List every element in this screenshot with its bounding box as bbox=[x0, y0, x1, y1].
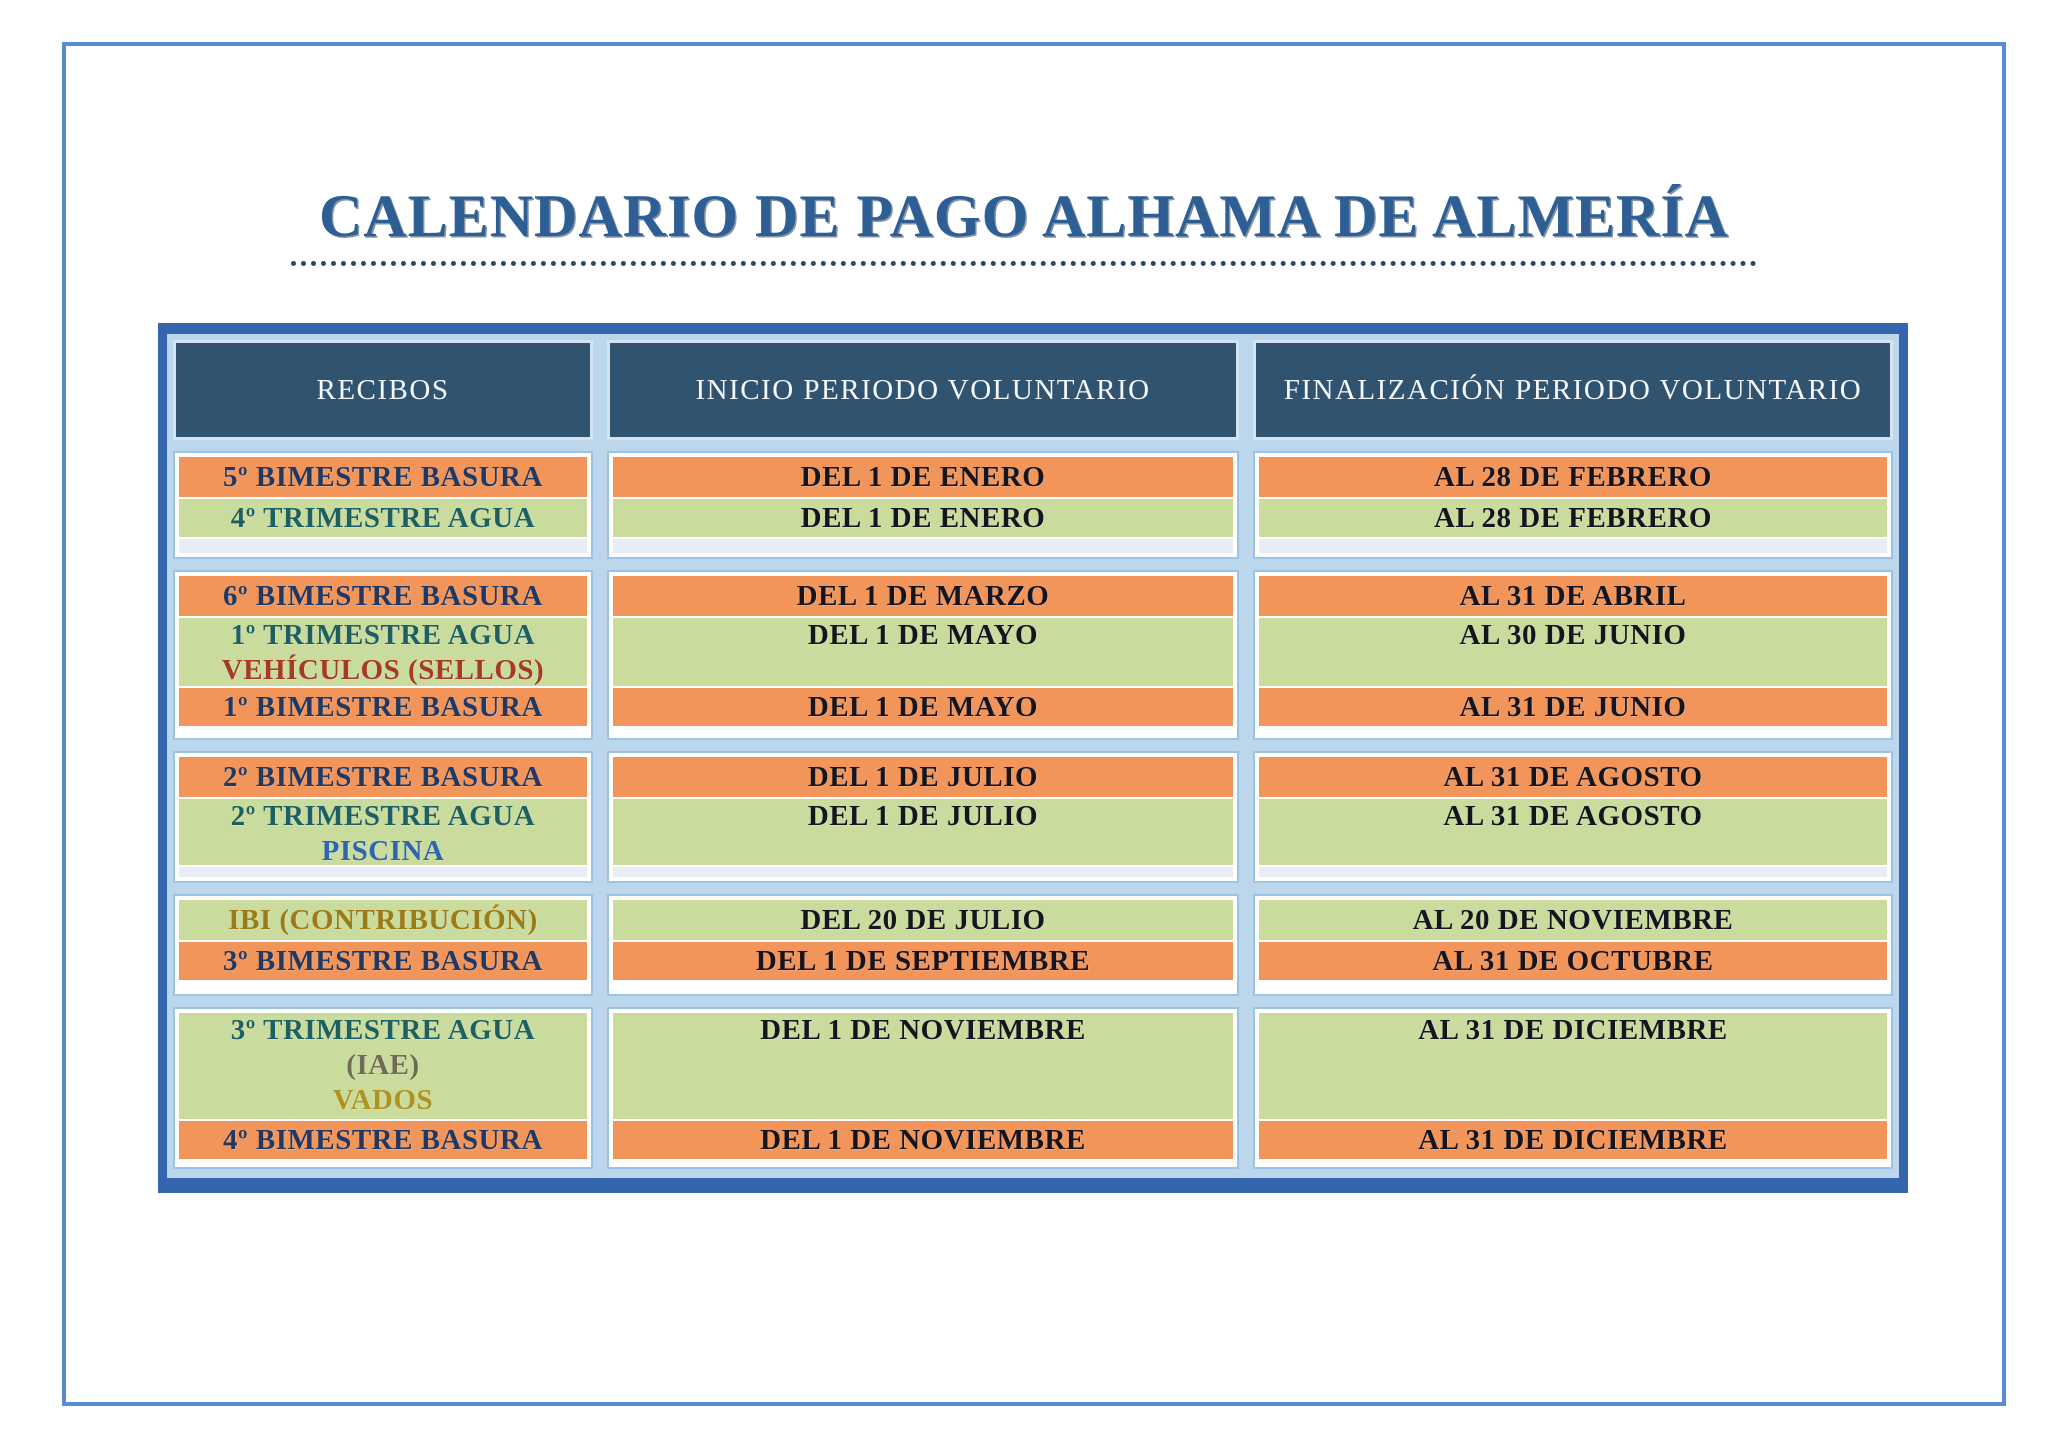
band-orange bbox=[1259, 457, 1887, 497]
band-white bbox=[179, 726, 587, 734]
table-cell bbox=[173, 1007, 593, 1169]
cell-text: AL 31 DE AGOSTO bbox=[1443, 800, 1703, 832]
band-orange bbox=[613, 457, 1233, 497]
band-pale bbox=[179, 865, 587, 877]
cell-text: DEL 1 DE ENERO bbox=[800, 501, 1046, 534]
cell-text: AL 30 DE JUNIO bbox=[1459, 619, 1687, 651]
cell-text: AL 31 DE ABRIL bbox=[1459, 579, 1687, 612]
cell-text: VADOS bbox=[332, 1084, 434, 1116]
band-orange bbox=[613, 1119, 1233, 1159]
band-orange bbox=[1259, 576, 1887, 616]
band-green bbox=[1259, 1013, 1887, 1119]
cell-text: 6º BIMESTRE BASURA bbox=[223, 579, 543, 612]
cell-text: PISCINA bbox=[321, 835, 445, 865]
band-white bbox=[613, 1159, 1233, 1163]
cell-text: AL 28 DE FEBRERO bbox=[1434, 460, 1712, 493]
column-header-recibos: RECIBOS bbox=[173, 340, 593, 440]
column-header-finalizacion-periodo: FINALIZACIÓN PERIODO VOLUNTARIO bbox=[1253, 340, 1893, 440]
table-group-row bbox=[173, 894, 1893, 996]
band-pale bbox=[613, 865, 1233, 877]
table-group-row bbox=[173, 570, 1893, 740]
cell-text: AL 31 DE DICIEMBRE bbox=[1418, 1014, 1728, 1046]
band-orange bbox=[179, 1119, 587, 1159]
cell-text: AL 28 DE FEBRERO bbox=[1434, 501, 1712, 534]
cell-text: 1º TRIMESTRE AGUA bbox=[230, 619, 536, 651]
table-cell bbox=[607, 751, 1239, 883]
cell-text: 3º BIMESTRE BASURA bbox=[223, 944, 543, 977]
cell-text: 4º BIMESTRE BASURA bbox=[223, 1123, 543, 1156]
band-orange bbox=[1259, 1119, 1887, 1159]
band-orange bbox=[1259, 757, 1887, 797]
band-orange bbox=[613, 576, 1233, 616]
table-cell bbox=[1253, 751, 1893, 883]
band-green bbox=[613, 900, 1233, 940]
cell-text: AL 31 DE AGOSTO bbox=[1443, 760, 1703, 793]
band-white bbox=[613, 726, 1233, 734]
table-cell bbox=[173, 894, 593, 996]
band-green bbox=[179, 797, 587, 865]
band-green bbox=[179, 497, 587, 537]
table-header-row bbox=[173, 340, 1893, 440]
table-cell bbox=[607, 570, 1239, 740]
band-white bbox=[1259, 1159, 1887, 1163]
cell-text: IBI (CONTRIBUCIÓN) bbox=[228, 903, 538, 936]
band-orange bbox=[613, 940, 1233, 980]
payment-calendar-table bbox=[158, 323, 1908, 1193]
cell-text: DEL 1 DE JULIO bbox=[807, 760, 1039, 793]
column-header-inicio-periodo: INICIO PERIODO VOLUNTARIO bbox=[607, 340, 1239, 440]
band-pale bbox=[179, 537, 587, 553]
band-pale bbox=[1259, 537, 1887, 553]
table-group-row bbox=[173, 1007, 1893, 1169]
band-white bbox=[1259, 726, 1887, 734]
cell-text: DEL 1 DE NOVIEMBRE bbox=[760, 1123, 1086, 1156]
band-orange bbox=[1259, 686, 1887, 726]
band-green bbox=[613, 497, 1233, 537]
table-cell bbox=[1253, 894, 1893, 996]
table-cell bbox=[173, 451, 593, 559]
band-orange bbox=[179, 757, 587, 797]
cell-text: DEL 1 DE ENERO bbox=[800, 460, 1046, 493]
band-green bbox=[1259, 900, 1887, 940]
table-cell bbox=[1253, 570, 1893, 740]
band-green bbox=[179, 616, 587, 686]
cell-text: DEL 1 DE NOVIEMBRE bbox=[760, 1014, 1086, 1046]
page-title: CALENDARIO DE PAGO ALHAMA DE ALMERÍA bbox=[291, 182, 1757, 266]
band-orange bbox=[613, 686, 1233, 726]
band-white bbox=[1259, 980, 1887, 990]
band-green bbox=[179, 900, 587, 940]
band-green bbox=[179, 1013, 587, 1119]
cell-text: 2º BIMESTRE BASURA bbox=[223, 760, 543, 793]
band-orange bbox=[1259, 940, 1887, 980]
band-green bbox=[613, 1013, 1233, 1119]
table-group-row bbox=[173, 451, 1893, 559]
cell-text: VEHÍCULOS (SELLOS) bbox=[221, 654, 545, 686]
band-orange bbox=[179, 940, 587, 980]
band-pale bbox=[1259, 865, 1887, 877]
cell-text: 1º BIMESTRE BASURA bbox=[223, 690, 543, 723]
table-cell bbox=[173, 570, 593, 740]
band-white bbox=[613, 980, 1233, 990]
table-cell bbox=[607, 894, 1239, 996]
cell-text: DEL 1 DE MAYO bbox=[807, 690, 1039, 723]
cell-text: 2º TRIMESTRE AGUA bbox=[230, 800, 536, 832]
table-cell bbox=[173, 751, 593, 883]
cell-text: AL 20 DE NOVIEMBRE bbox=[1412, 903, 1734, 936]
cell-text: 4º TRIMESTRE AGUA bbox=[230, 501, 536, 534]
table-cell bbox=[607, 1007, 1239, 1169]
band-green bbox=[1259, 797, 1887, 865]
cell-text: DEL 20 DE JULIO bbox=[800, 903, 1046, 936]
table-group-row bbox=[173, 751, 1893, 883]
cell-text: (IAE) bbox=[346, 1049, 420, 1081]
band-orange bbox=[613, 757, 1233, 797]
band-orange bbox=[179, 457, 587, 497]
band-green bbox=[1259, 616, 1887, 686]
cell-text: DEL 1 DE JULIO bbox=[807, 800, 1039, 832]
table-cell bbox=[1253, 451, 1893, 559]
band-white bbox=[179, 1159, 587, 1163]
cell-text: DEL 1 DE MARZO bbox=[796, 579, 1050, 612]
band-green bbox=[613, 616, 1233, 686]
band-green bbox=[1259, 497, 1887, 537]
band-pale bbox=[613, 537, 1233, 553]
band-green bbox=[613, 797, 1233, 865]
band-orange bbox=[179, 686, 587, 726]
cell-text: 5º BIMESTRE BASURA bbox=[223, 460, 543, 493]
cell-text: AL 31 DE JUNIO bbox=[1459, 690, 1687, 723]
cell-text: DEL 1 DE MAYO bbox=[807, 619, 1039, 651]
table-body bbox=[173, 451, 1893, 1169]
band-white bbox=[179, 980, 587, 990]
table-cell bbox=[607, 451, 1239, 559]
title-area bbox=[0, 182, 2048, 266]
cell-text: AL 31 DE OCTUBRE bbox=[1432, 944, 1714, 977]
cell-text: AL 31 DE DICIEMBRE bbox=[1418, 1123, 1728, 1156]
table-cell bbox=[1253, 1007, 1893, 1169]
cell-text: DEL 1 DE SEPTIEMBRE bbox=[755, 944, 1091, 977]
band-orange bbox=[179, 576, 587, 616]
cell-text: 3º TRIMESTRE AGUA bbox=[230, 1014, 536, 1046]
